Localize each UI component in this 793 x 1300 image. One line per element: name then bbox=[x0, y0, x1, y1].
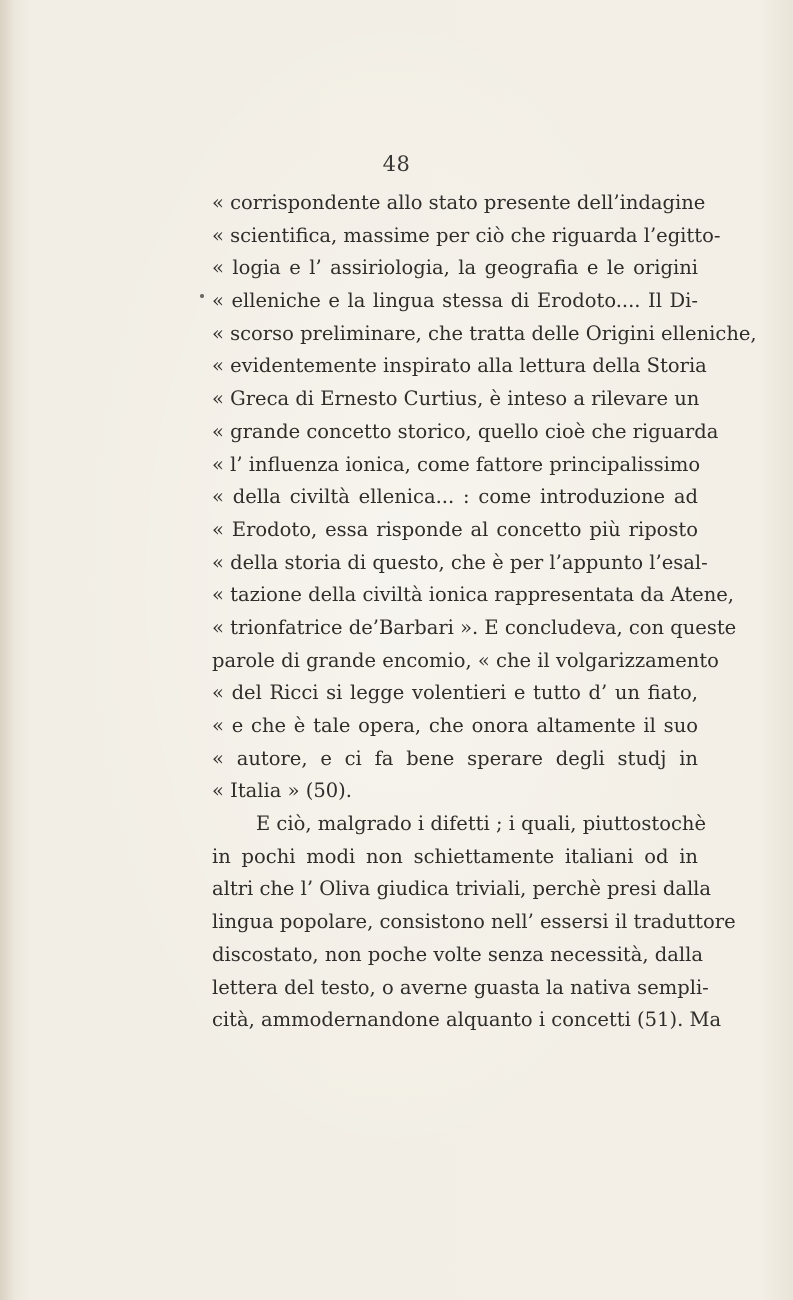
text-line: « e che è tale opera, che onora altamente il suo bbox=[212, 714, 698, 737]
margin-mark bbox=[200, 294, 204, 298]
text-line: « corrispondente allo stato presente dell’indagine bbox=[212, 191, 706, 214]
page-number: 48 bbox=[382, 152, 411, 176]
text-line: « grande concetto storico, quello cioè che riguarda bbox=[212, 419, 719, 443]
text-line: « trionfatrice de’Barbari ». E concludeva, con queste bbox=[212, 615, 737, 639]
text-line: « evidentemente inspirato alla lettura della Storia bbox=[212, 354, 707, 378]
text-line: « Italia » (50). bbox=[212, 779, 352, 803]
text-line: « l’ influenza ionica, come fattore principalissimo bbox=[212, 452, 701, 476]
text-line: lettera del testo, o averne guasta la nativa sempli- bbox=[212, 975, 709, 999]
page-binding-edge bbox=[0, 0, 14, 1300]
text-line: in pochi modi non schiettamente italiani od in bbox=[212, 844, 698, 868]
text-line: parole di grande encomio, « che il volgarizzamento bbox=[212, 648, 719, 672]
text-line: « Greca di Ernesto Curtius, è inteso a rilevare un bbox=[212, 387, 700, 411]
text-line: « scorso preliminare, che tratta delle Origini elleniche, bbox=[212, 321, 757, 345]
text-line: « del Ricci si legge volentieri e tutto d’ un fiato, bbox=[212, 681, 698, 705]
text-line: discostato, non poche volte senza necessità, dalla bbox=[212, 942, 703, 966]
text-line: « scientifica, massime per ciò che riguarda l’egitto- bbox=[212, 223, 721, 247]
body-text bbox=[212, 187, 757, 1037]
text-line: altri che l’ Oliva giudica triviali, perchè presi dalla bbox=[212, 877, 712, 901]
text-line: « Erodoto, essa risponde al concetto più riposto bbox=[212, 517, 698, 541]
text-line: « logia e l’ assiriologia, la geografia e le origini bbox=[212, 256, 698, 280]
text-line: lingua popolare, consistono nell’ essersi il traduttore bbox=[212, 910, 736, 934]
text-line: « autore, e ci fa bene sperare degli studj in bbox=[212, 746, 698, 770]
text-line: cità, ammodernandone alquanto i concetti (51). Ma bbox=[212, 1008, 722, 1032]
text-line: « elleniche e la lingua stessa di Erodoto.... Il Di- bbox=[212, 289, 698, 313]
text-line: « della civiltà ellenica... : come introduzione ad bbox=[212, 485, 698, 509]
text-line: « tazione della civiltà ionica rappresentata da Atene, bbox=[212, 583, 735, 607]
text-line: « della storia di questo, che è per l’appunto l’esal- bbox=[212, 550, 708, 574]
paragraph-start-line: E ciò, malgrado i difetti ; i quali, piuttostochè bbox=[256, 812, 706, 836]
